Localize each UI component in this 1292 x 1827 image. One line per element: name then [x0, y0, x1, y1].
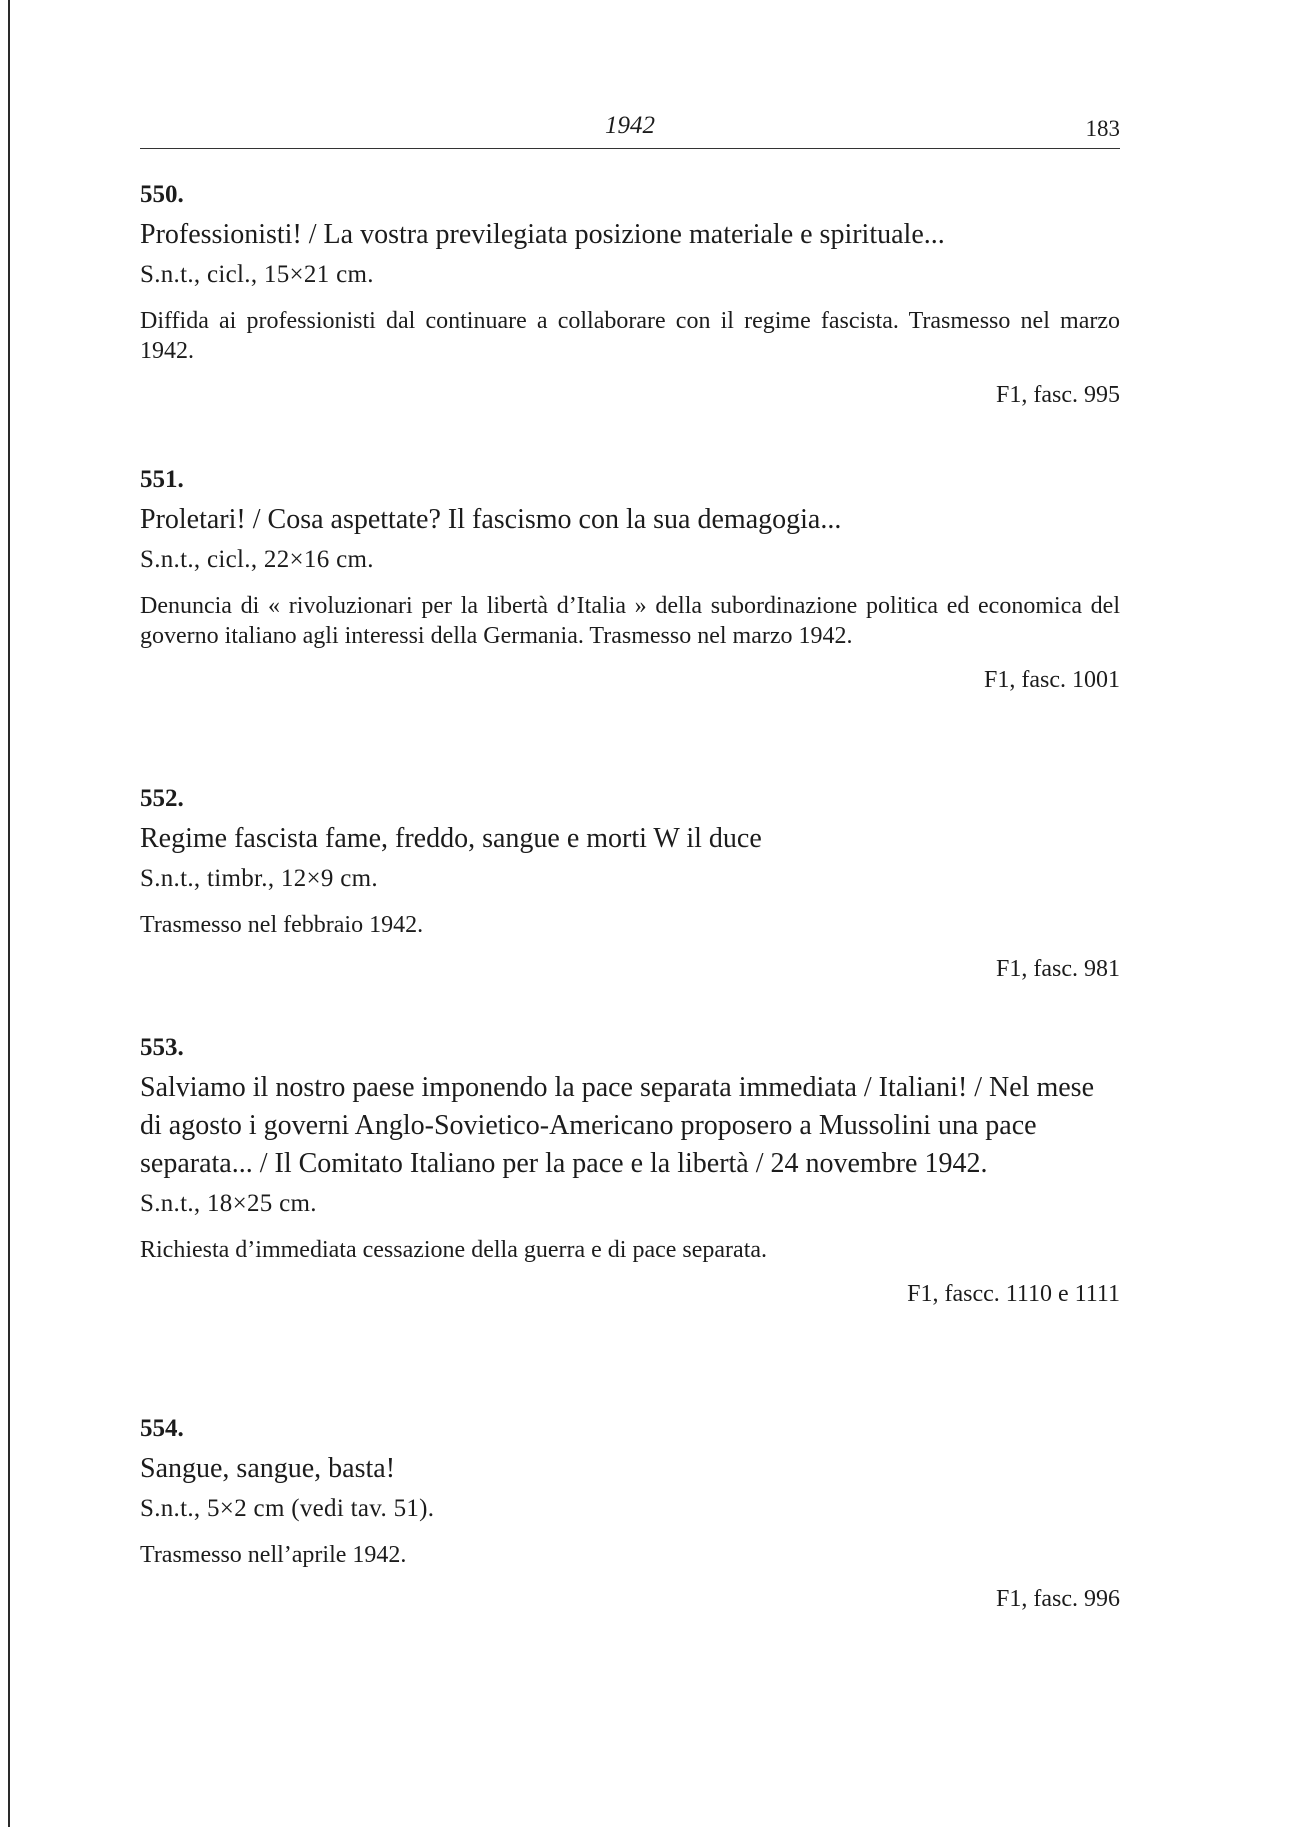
entry-note: Trasmesso nell’aprile 1942. — [140, 1542, 407, 1568]
entry-physical-description: S.n.t., cicl., 15×21 cm. — [140, 261, 374, 288]
running-head-year: 1942 — [605, 112, 655, 139]
entry-physical-description: S.n.t., 5×2 cm (vedi tav. 51). — [140, 1495, 435, 1522]
catalog-entry-552 — [140, 784, 1120, 984]
entry-note: Richiesta d’immediata cessazione della guerra e di pace separata. — [140, 1237, 768, 1263]
catalog-entry-550 — [140, 180, 1120, 410]
entry-number: 551. — [140, 466, 184, 493]
entry-note: Denuncia di « rivoluzionari per la libertà d’Italia » della subordinazione politica ed economica del governo italiano agli interessi della Germania. Trasmesso nel marzo 1942. — [140, 593, 1120, 649]
catalog-entry-554 — [140, 1414, 1120, 1614]
entry-physical-description: S.n.t., cicl., 22×16 cm. — [140, 546, 374, 573]
entry-physical-description: S.n.t., timbr., 12×9 cm. — [140, 865, 378, 892]
entry-title: Proletari! / Cosa aspettate? Il fascismo con la sua demagogia... — [140, 504, 842, 535]
entry-title: Salviamo il nostro paese imponendo la pace separata immediata / Italiani! / Nel mese di agosto i governi Anglo-Sovietico-Americano proposero a Mussolini una pace separata... / Il Comitato Italiano per la pace e la libertà / 24 novembre 1942. — [140, 1072, 1095, 1179]
entry-number: 550. — [140, 181, 184, 208]
entry-physical-description: S.n.t., 18×25 cm. — [140, 1190, 317, 1217]
entry-title: Regime fascista fame, freddo, sangue e morti W il duce — [140, 823, 762, 854]
entry-note: Diffida ai professionisti dal continuare a collaborare con il regime fascista. Trasmesso nel marzo 1942. — [140, 308, 1120, 364]
entry-archive-reference: F1, fasc. 995 — [996, 382, 1120, 408]
entry-archive-reference: F1, fasc. 996 — [996, 1586, 1120, 1612]
entry-archive-reference: F1, fasc. 1001 — [984, 667, 1120, 693]
entry-title: Professionisti! / La vostra previlegiata posizione materiale e spirituale... — [140, 219, 945, 250]
catalog-entry-551 — [140, 465, 1120, 695]
entry-archive-reference: F1, fascc. 1110 e 1111 — [907, 1281, 1120, 1307]
document-page — [140, 108, 1120, 1612]
entry-archive-reference: F1, fasc. 981 — [996, 956, 1120, 982]
page-edge-rule — [8, 0, 10, 1827]
entry-note: Trasmesso nel febbraio 1942. — [140, 912, 424, 938]
entry-number: 553. — [140, 1034, 184, 1061]
entry-title: Sangue, sangue, basta! — [140, 1453, 396, 1484]
entry-number: 552. — [140, 785, 184, 812]
running-head — [140, 108, 1120, 149]
page-number: 183 — [1085, 116, 1120, 141]
entry-number: 554. — [140, 1415, 184, 1442]
catalog-entry-553 — [140, 1033, 1120, 1309]
